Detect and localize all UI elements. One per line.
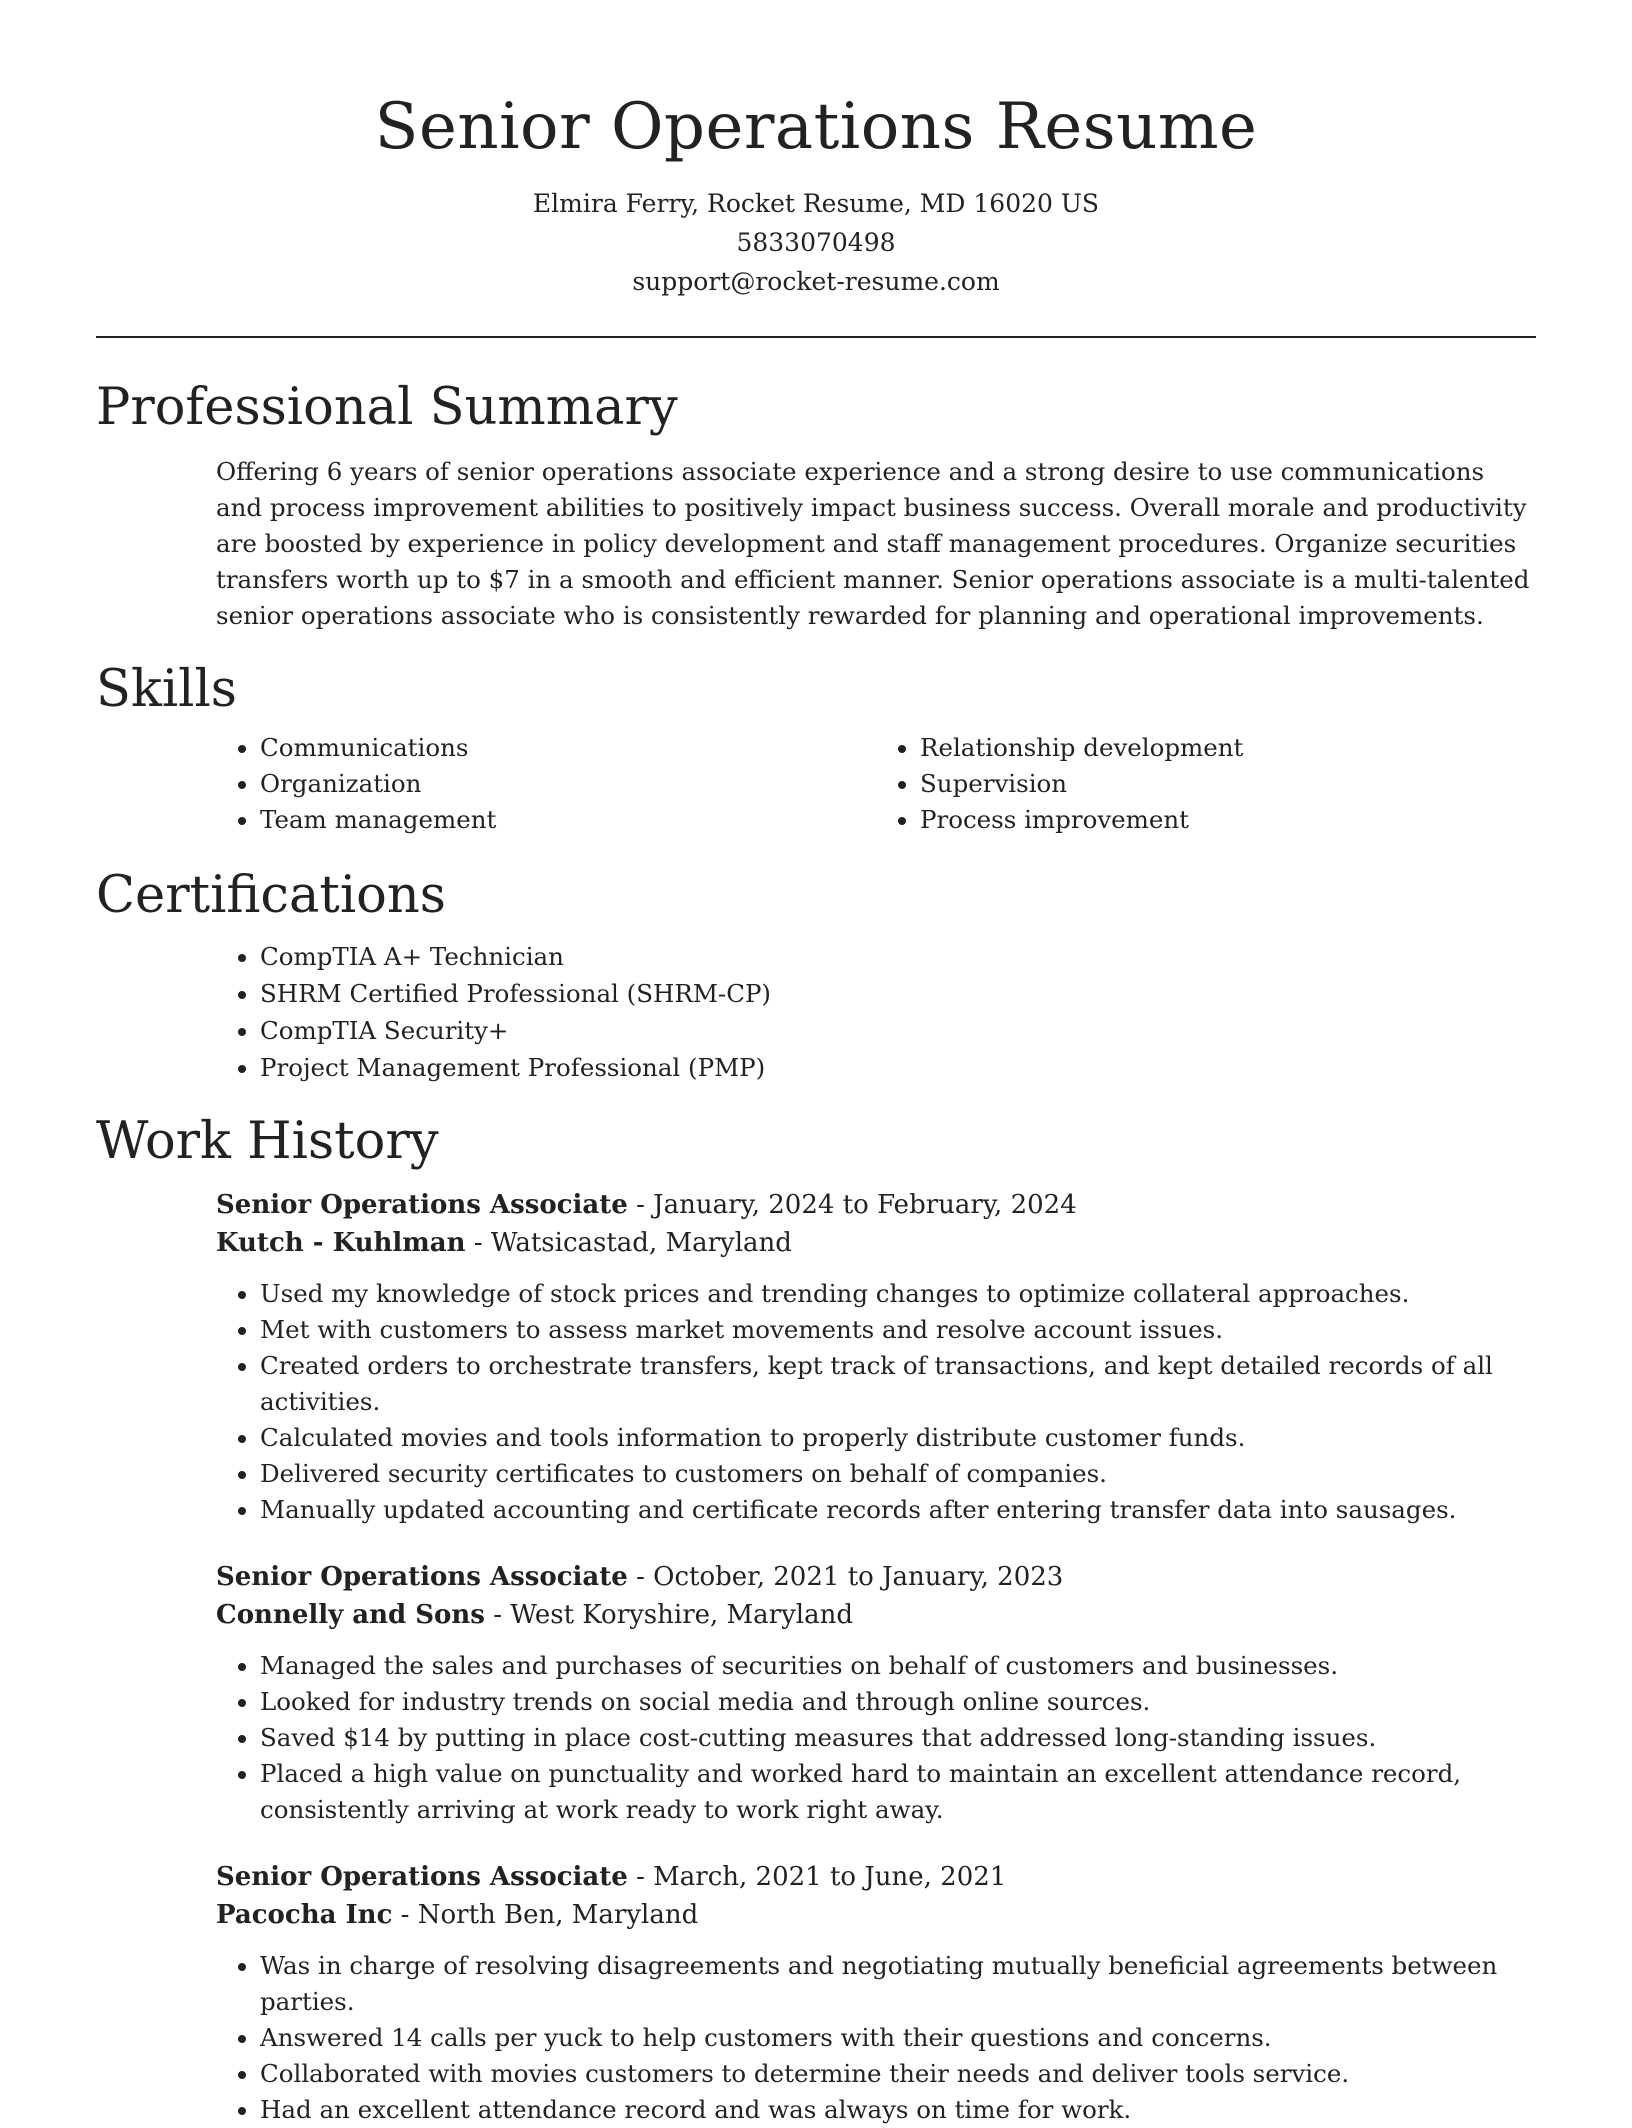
skills-column-right <box>876 730 1536 838</box>
job-title: Senior Operations Associate <box>216 1862 628 1892</box>
duty-item: • Manually updated accounting and certificate records after entering transfer data into sausages. <box>260 1492 1590 1528</box>
certification-item: • CompTIA Security+ <box>260 1012 1536 1049</box>
work-history-heading: Work History <box>96 1112 439 1171</box>
duty-item: • Placed a high value on punctuality and worked hard to maintain an excellent attendance record, consistently arriving at work ready to work right away. <box>260 1756 1590 1828</box>
job-title: Senior Operations Associate <box>216 1562 628 1592</box>
certifications-section <box>96 864 1536 1086</box>
duty-item: • Used my knowledge of stock prices and trending changes to optimize collateral approaches. <box>260 1276 1590 1312</box>
duty-item: • Looked for industry trends on social media and through online sources. <box>260 1684 1590 1720</box>
job-dates: October, 2021 to January, 2023 <box>653 1562 1064 1592</box>
skill-item: • Organization <box>260 766 876 802</box>
skills-grid <box>216 730 1536 838</box>
duty-item: • Managed the sales and purchases of securities on behalf of customers and businesses. <box>260 1648 1590 1684</box>
duty-item: • Saved $14 by putting in place cost-cutting measures that addressed long-standing issues. <box>260 1720 1590 1756</box>
summary-text: Offering 6 years of senior operations associate experience and a strong desire to use communications and process improvement abilities to positively impact business success. Overall morale and productivity are boosted by experience in policy development and staff management procedures. Organize securities transfers worth up to $7 in a smooth and efficient manner. Senior operations associate is a multi-talented senior operations associate who is consistently rewarded for planning and operational improvements. <box>216 457 1530 630</box>
certification-item: • CompTIA A+ Technician <box>260 938 1536 975</box>
duty-item: • Delivered security certificates to customers on behalf of companies. <box>260 1456 1590 1492</box>
contact-email: support@rocket-resume.com <box>632 267 1000 296</box>
contact-phone: 5833070498 <box>736 228 896 257</box>
job-location: North Ben, Maryland <box>417 1900 699 1930</box>
duty-item: • Answered 14 calls per yuck to help customers with their questions and concerns. <box>260 2020 1590 2056</box>
job-location: West Koryshire, Maryland <box>510 1600 854 1630</box>
skills-column-left <box>216 730 876 838</box>
job-separator: - <box>636 1562 654 1592</box>
skill-item: • Communications <box>260 730 876 766</box>
duty-item: • Calculated movies and tools information to properly distribute customer funds. <box>260 1420 1590 1456</box>
skill-item: • Process improvement <box>920 802 1536 838</box>
job-title: Senior Operations Associate <box>216 1190 628 1220</box>
skill-item: • Relationship development <box>920 730 1536 766</box>
job-title-line <box>216 1558 1536 1596</box>
certification-item: • SHRM Certified Professional (SHRM-CP) <box>260 975 1536 1012</box>
job-location: Watsicastad, Maryland <box>490 1228 792 1258</box>
summary-heading: Professional Summary <box>96 378 678 437</box>
resume-page <box>96 0 1536 2128</box>
job-duties <box>216 1276 1590 1528</box>
job-company: Kutch - Kuhlman <box>216 1228 466 1258</box>
certifications-heading: Certifications <box>96 866 446 925</box>
certification-item: • Project Management Professional (PMP) <box>260 1049 1536 1086</box>
skills-section <box>96 658 1536 838</box>
job-duties <box>216 1648 1590 1828</box>
job-title-line <box>216 1186 1536 1224</box>
job-entry <box>216 1558 1536 1828</box>
job-separator: - <box>493 1600 511 1630</box>
job-dates: March, 2021 to June, 2021 <box>653 1862 1007 1892</box>
job-dates: January, 2024 to February, 2024 <box>653 1190 1077 1220</box>
duty-item: • Was in charge of resolving disagreements and negotiating mutually beneficial agreements between parties. <box>260 1948 1590 2020</box>
duty-item: • Had an excellent attendance record and was always on time for work. <box>260 2092 1590 2128</box>
contact-address: Elmira Ferry, Rocket Resume, MD 16020 US <box>532 189 1100 218</box>
resume-header <box>96 0 1536 301</box>
contact-block <box>96 184 1536 301</box>
job-separator: - <box>636 1190 654 1220</box>
job-separator: - <box>473 1228 491 1258</box>
job-separator: - <box>400 1900 418 1930</box>
job-company-line <box>216 1596 1536 1634</box>
duty-item: • Created orders to orchestrate transfers, kept track of transactions, and kept detailed records of all activities. <box>260 1348 1590 1420</box>
job-title-line <box>216 1858 1536 1896</box>
duty-item: • Collaborated with movies customers to determine their needs and deliver tools service. <box>260 2056 1590 2092</box>
summary-section <box>96 376 1536 634</box>
job-entry <box>216 1858 1536 2128</box>
job-company: Connelly and Sons <box>216 1600 485 1630</box>
job-entry <box>216 1186 1536 1528</box>
skill-item: • Team management <box>260 802 876 838</box>
job-duties <box>216 1948 1590 2128</box>
resume-title: Senior Operations Resume <box>374 90 1258 164</box>
duty-item: • Met with customers to assess market movements and resolve account issues. <box>260 1312 1590 1348</box>
job-company-line <box>216 1224 1536 1262</box>
header-divider <box>96 336 1536 338</box>
skill-item: • Supervision <box>920 766 1536 802</box>
skills-heading: Skills <box>96 660 237 719</box>
certifications-list <box>216 938 1536 1086</box>
job-separator: - <box>636 1862 654 1892</box>
job-company-line <box>216 1896 1536 1934</box>
work-history-section <box>96 1110 1536 2128</box>
job-company: Pacocha Inc <box>216 1900 393 1930</box>
